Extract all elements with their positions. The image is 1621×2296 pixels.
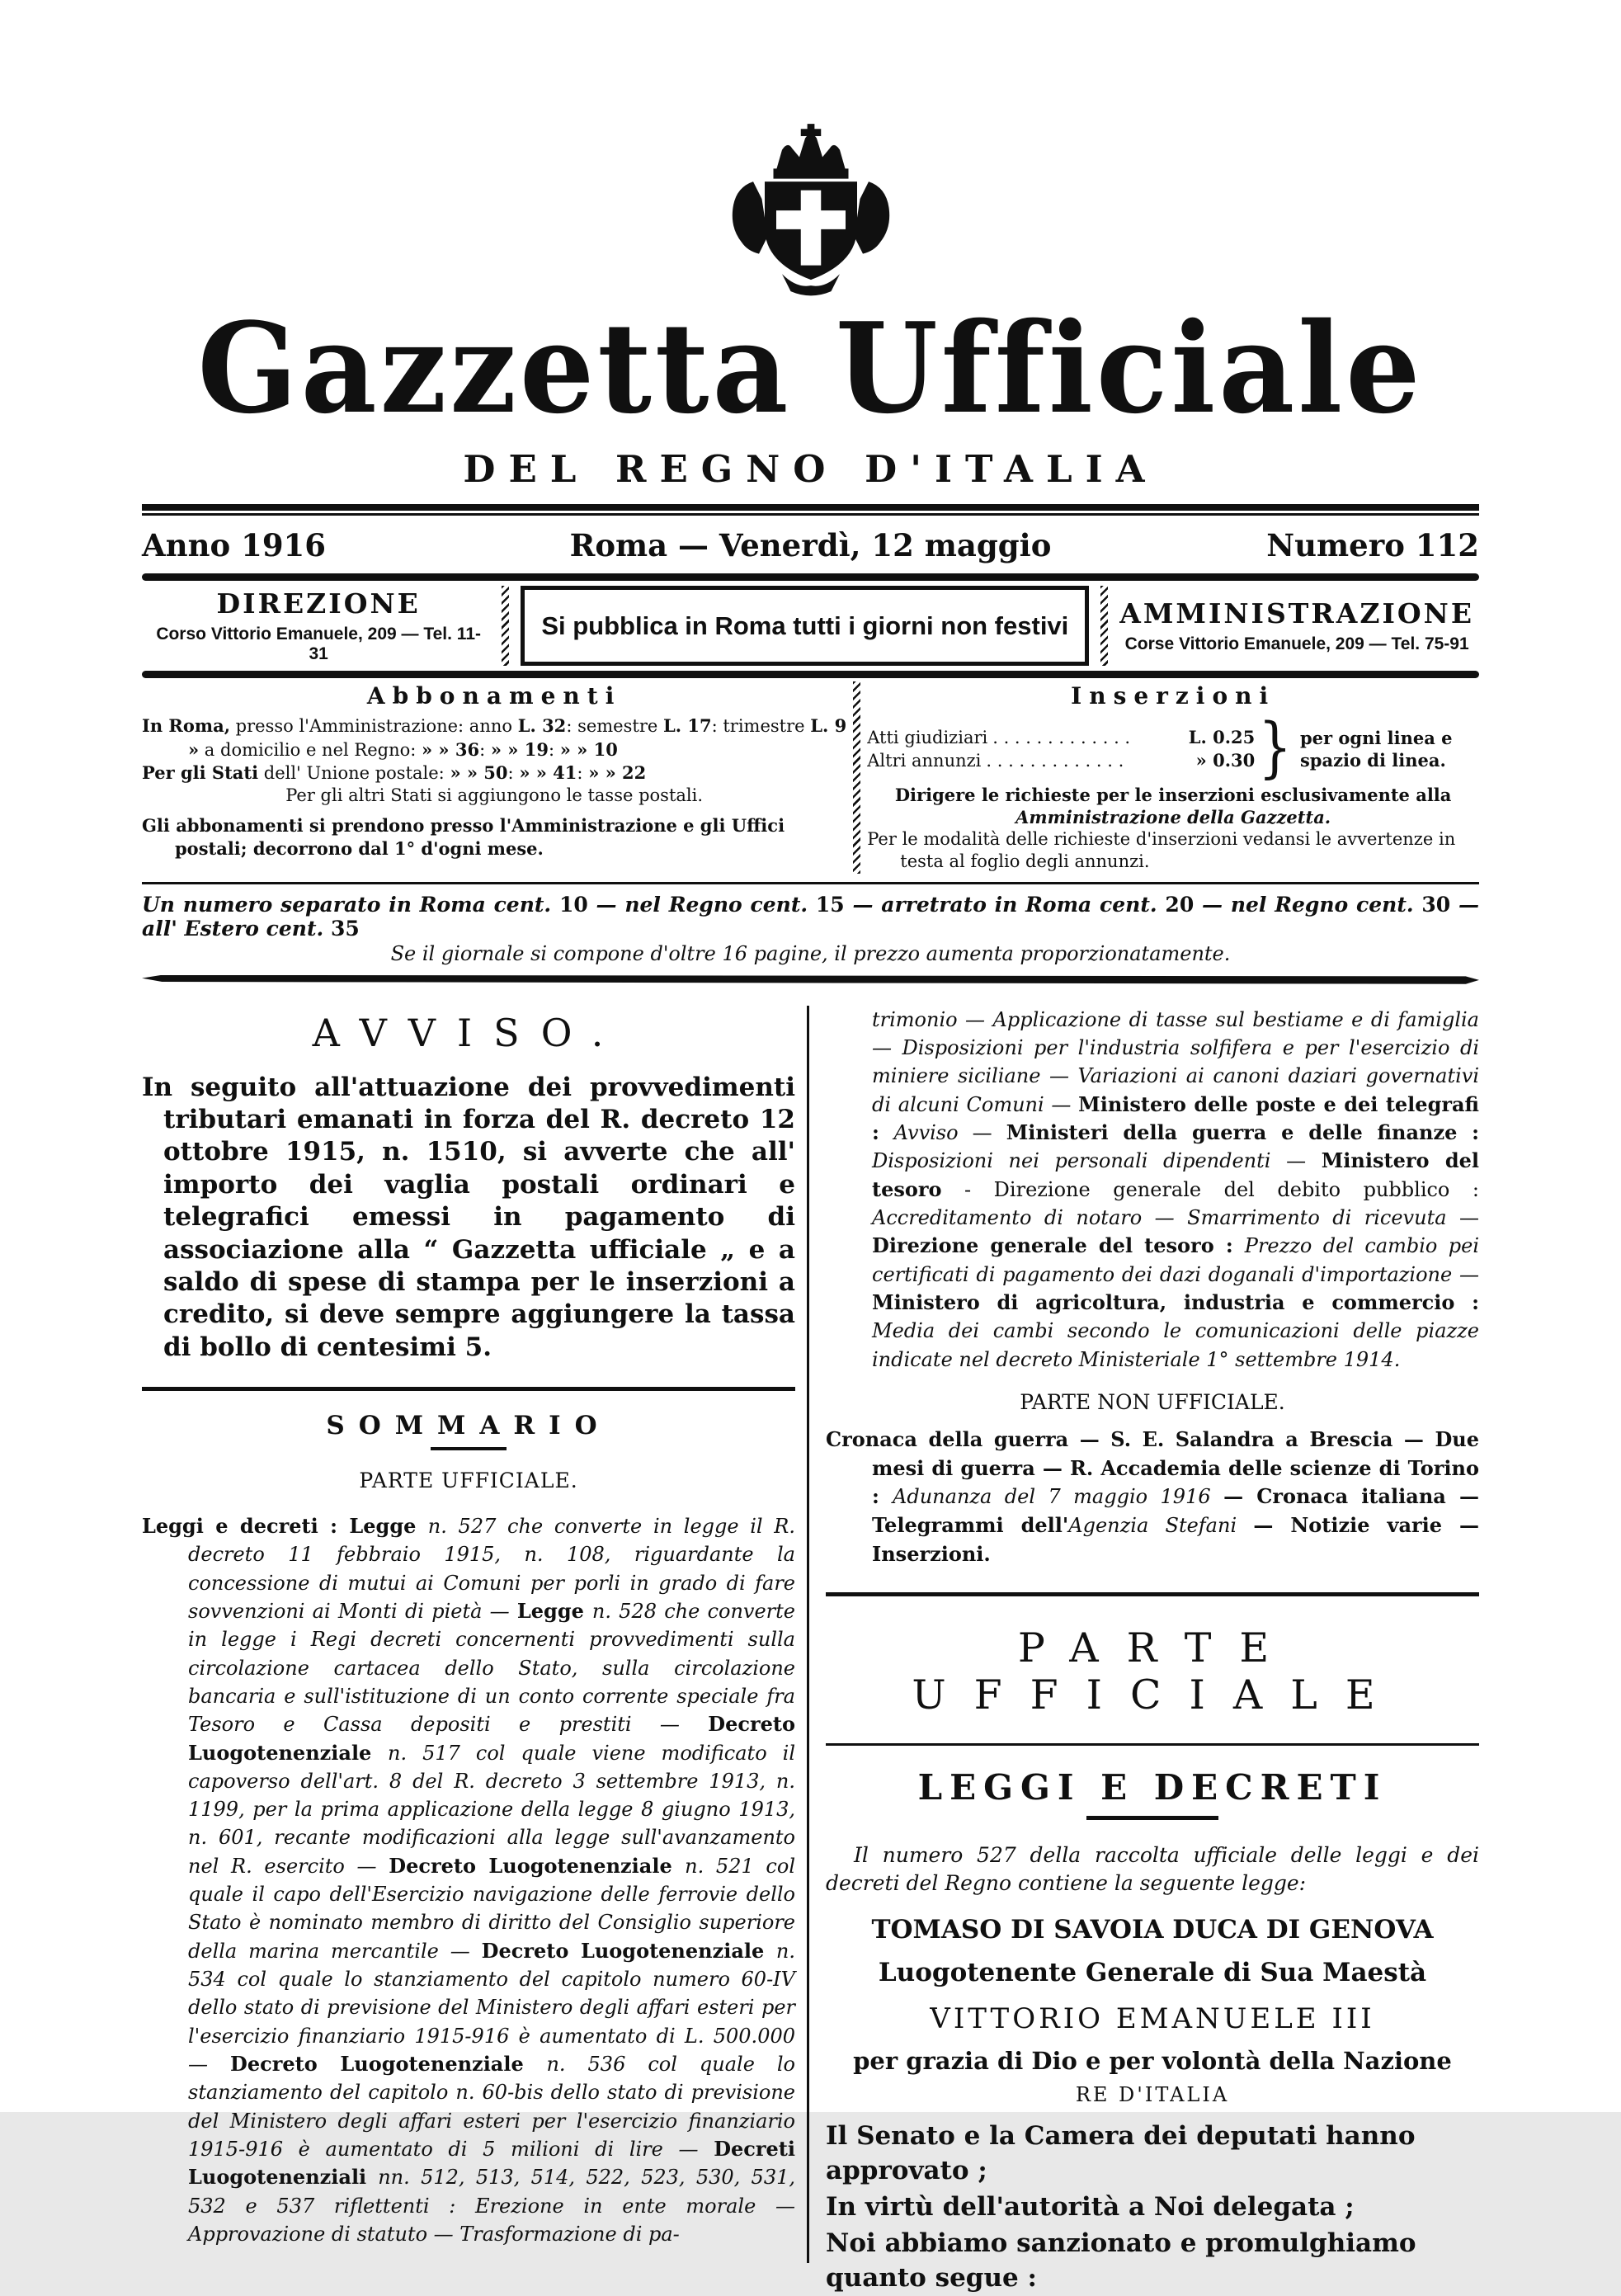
rule-under-parte-ufficiale xyxy=(826,1743,1479,1746)
price-sub-line: Se il giornale si compone d'oltre 16 pagine, il prezzo aumenta proporzionatamente. xyxy=(390,941,1231,965)
abbonamenti-row: In Roma, presso l'Amministrazione: anno L. 32: semestre L. 17: trimestre L. 9 xyxy=(142,715,847,737)
wavy-divider xyxy=(853,681,860,874)
inserzioni-section xyxy=(867,681,1479,874)
inserzioni-title: Inserzioni xyxy=(1071,682,1276,710)
atti-giudiziari-label: Atti giudiziari xyxy=(867,727,988,747)
date-label: Roma — Venerdì, 12 maggio xyxy=(569,527,1052,563)
header-boxes-row xyxy=(142,586,1479,666)
altri-annunzi-label: Altri annunzi xyxy=(867,750,982,771)
avviso-heading: AVVISO. xyxy=(312,1010,625,1055)
per-ogni-linea-note: per ogni linea e spazio di linea. xyxy=(1299,727,1453,771)
direzione-address: Corso Vittorio Emanuele, 209 — Tel. 11-31 xyxy=(156,625,481,663)
leggi-underline xyxy=(1086,1816,1218,1820)
atti-giudiziari-line xyxy=(867,726,1255,749)
rule-above-price-line xyxy=(142,882,1479,884)
column-divider xyxy=(807,1006,809,2263)
newspaper-subtitle: DEL REGNO D'ITALIA xyxy=(463,447,1158,491)
vittorio-emanuele-line: VITTORIO EMANUELE III xyxy=(930,2002,1375,2036)
left-column xyxy=(142,1006,795,2296)
inserzioni-prices xyxy=(867,710,1479,787)
amministrazione-address: Corse Vittorio Emanuele, 209 — Tel. 75-91 xyxy=(1124,634,1469,653)
sommario-right-paragraph: trimonio — Applicazione di tasse sul bestiame e di famiglia — Disposizioni per l'industria solfifera e per l'esercizio di miniere siciliane — Variazioni ai canoni daziari governativi di alcuni Comuni — Ministero delle poste e dei telegrafi : Avviso — Ministeri della guerra e delle finanze : Disposizioni nei personali dipendenti — Ministero del tesoro - Direzione generale del debito pubblico : Accreditamento di notaro — Smarrimento di ricevuta — Direzione generale del tesoro : Prezzo del cambio pei certificati di pagamento dei dazi doganali d'importazione — Ministero di agricoltura, industria e commercio : Media dei cambi secondo le comunicazioni delle piazze indicate nel decreto Ministeriale 1° settembre 1914. xyxy=(872,1007,1480,1371)
modalita-note: Per le modalità delle richieste d'inserzioni vedansi le avvertenze in testa al foglio degli annunzi. xyxy=(867,829,1456,872)
wavy-divider xyxy=(502,586,509,666)
savoy-coat-of-arms-icon xyxy=(724,124,898,299)
abbonamenti-row: Per gli Stati dell' Unione postale: » » 50: » » 41: » » 22 xyxy=(142,761,647,783)
senato-line-1: Il Senato e la Camera dei deputati hanno approvato ; xyxy=(826,2121,1416,2186)
dot-leader: . . . . . . . . . . . . . xyxy=(992,727,1131,747)
cronaca-paragraph: Cronaca della guerra — S. E. Salandra a Brescia — Due mesi di guerra — R. Accademia delle scienze di Torino : Adunanza del 7 maggio 1916 — Cronaca italiana — Telegrammi dell'Agenzia Stefani — Notizie varie — Inserzioni. xyxy=(826,1426,1480,1567)
right-column xyxy=(826,1006,1479,2296)
tomaso-di-savoia-line: TOMASO DI SAVOIA DUCA DI GENOVA xyxy=(871,1915,1434,1945)
inserzioni-price-lines xyxy=(867,726,1255,773)
dot-leader: . . . . . . . . . . . . . xyxy=(986,750,1124,771)
avviso-body: In seguito all'attuazione dei provvedimenti tributari emanati in forza del R. decreto 12 ottobre 1915, n. 1510, si avverte che all' importo dei vaglia postali ordinari e telegrafici emessi in pagamento di associazione alla “ Gazzetta ufficiale „ e a saldo di spese di stampa per le inserzioni a credito, si deve sempre aggiungere la tassa di bollo di centesimi 5. xyxy=(142,1072,795,1362)
amministrazione-gazzetta-note: Amministrazione della Gazzetta. xyxy=(1015,806,1331,827)
direzione-box xyxy=(142,586,495,666)
abbonamenti-title: Abbonamenti xyxy=(366,682,622,710)
year-label: Anno 1916 xyxy=(142,527,327,563)
per-grazia-line: per grazia di Dio e per volontà della Nazione xyxy=(853,2047,1452,2076)
altri-annunzi-price: » 0.30 xyxy=(1195,749,1256,771)
body-columns xyxy=(142,1006,1479,2296)
parte-ufficiale-section-heading: PARTE UFFICIALE xyxy=(912,1624,1403,1718)
wavy-divider xyxy=(1100,586,1108,666)
parte-ufficiale-label: PARTE UFFICIALE. xyxy=(359,1469,578,1492)
single-copy-price-line: Un numero separato in Roma cent. 10 — nel Regno cent. 15 — arretrato in Roma cent. 20 — nel Regno cent. 30 — all' Estero cent. 35 xyxy=(142,892,1479,941)
senato-line-2: In virtù dell'autorità a Noi delegata ; xyxy=(826,2192,1355,2222)
sommario-underline xyxy=(431,1447,507,1450)
sommario-left-paragraph: Leggi e decreti : Legge n. 527 che converte in legge il R. decreto 11 febbraio 1915, n. 108, riguardante la concessione di mutui ai Comuni per porli in grado di fare sovvenzioni ai Monti di pietà — Legge n. 528 che converte in legge i Regi decreti concernenti provvedimenti sulla circolazione cartacea dello Stato, sulla circolazione bancaria e sull'istituzione di un conto corrente speciale fra Tesoro e Cassa depositi e prestiti — Decreto Luogotenenziale n. 517 col quale viene modificato il capoverso dell'art. 8 del R. decreto 3 settembre 1913, n. 1199, per la prima applicazione della legge 8 giugno 1913, n. 601, recante modificazioni alla legge sull'avanzamento nel R. esercito — Decreto Luogotenenziale n. 521 col quale il capo dell'Esercizio navigazione delle ferrovie dello Stato è nominato membro di diritto del Consiglio superiore della marina mercantile — Decreto Luogotenenziale n. 534 col quale lo stanziamento del capitolo numero 60-IV dello stato di previsione del Ministero degli affari esteri per l'esercizio finanziario 1915-916 è aumentato di L. 500.000 — Decreto Luogotenenziale n. 536 col quale lo stanziamento del capitolo n. 60-bis dello stato di previsione del Ministero degli affari esteri per l'esercizio finanziario 1915-916 è aumentato di 5 milioni di lire — Decreti Luogotenenziali nn. 512, 513, 514, 522, 523, 530, 531, 532 e 537 riflettenti : Erezione in ente morale — Approvazione di statuto — Trasformazione di pa- xyxy=(142,1514,796,2246)
abbonamenti-row: » a domicilio e nel Regno: » » 36: » » 19: » » 10 xyxy=(188,738,618,760)
issue-number-label: Numero 112 xyxy=(1266,527,1479,563)
newspaper-title: Gazzetta Ufficiale xyxy=(197,296,1424,441)
sommario-heading: SOMMARIO xyxy=(326,1411,611,1440)
amministrazione-box xyxy=(1114,586,1479,666)
subscriptions-insertions-row xyxy=(142,681,1479,874)
re-ditalia-line: RE D'ITALIA xyxy=(1075,2083,1230,2107)
crest-container xyxy=(142,124,1479,302)
law-intro-paragraph: Il numero 527 della raccolta ufficiale delle leggi e dei decreti del Regno contiene la seguente legge: xyxy=(826,1842,1479,1895)
altri-annunzi-line xyxy=(867,749,1255,772)
direzione-title: DIREZIONE xyxy=(216,587,421,620)
rule-above-header-boxes xyxy=(142,573,1479,581)
tapered-rule xyxy=(142,975,1479,984)
rule-below-header-boxes xyxy=(142,671,1479,678)
luogotenente-line: Luogotenente Generale di Sua Maestà xyxy=(878,1958,1427,1988)
brace-glyph: } xyxy=(1258,710,1292,787)
double-rule xyxy=(826,1592,1479,1596)
abbonamenti-note-uffici: Gli abbonamenti si prendono presso l'Amministrazione e gli Uffici postali; decorrono dal 1° d'ogni mese. xyxy=(142,814,785,859)
parte-non-ufficiale-label: PARTE NON UFFICIALE. xyxy=(1020,1389,1285,1414)
amministrazione-title: AMMINISTRAZIONE xyxy=(1119,597,1474,629)
masthead-rule xyxy=(142,504,1479,516)
double-rule xyxy=(142,1387,795,1391)
date-row xyxy=(142,527,1479,563)
publication-notice-box: Si pubblica in Roma tutti i giorni non festivi xyxy=(521,586,1089,666)
abbonamenti-section xyxy=(142,681,846,874)
dirigere-note: Dirigere le richieste per le inserzioni esclusivamente alla xyxy=(894,784,1452,805)
masthead xyxy=(142,124,1479,984)
leggi-e-decreti-heading: LEGGI E DECRETI xyxy=(917,1766,1388,1808)
atti-giudiziari-price: L. 0.25 xyxy=(1188,726,1256,747)
royal-titles xyxy=(826,1915,1479,2106)
abbonamenti-note-tasse: Per gli altri Stati si aggiungono le tasse postali. xyxy=(285,785,704,806)
senato-line-3: Noi abbiamo sanzionato e promulghiamo quanto segue : xyxy=(826,2228,1416,2293)
